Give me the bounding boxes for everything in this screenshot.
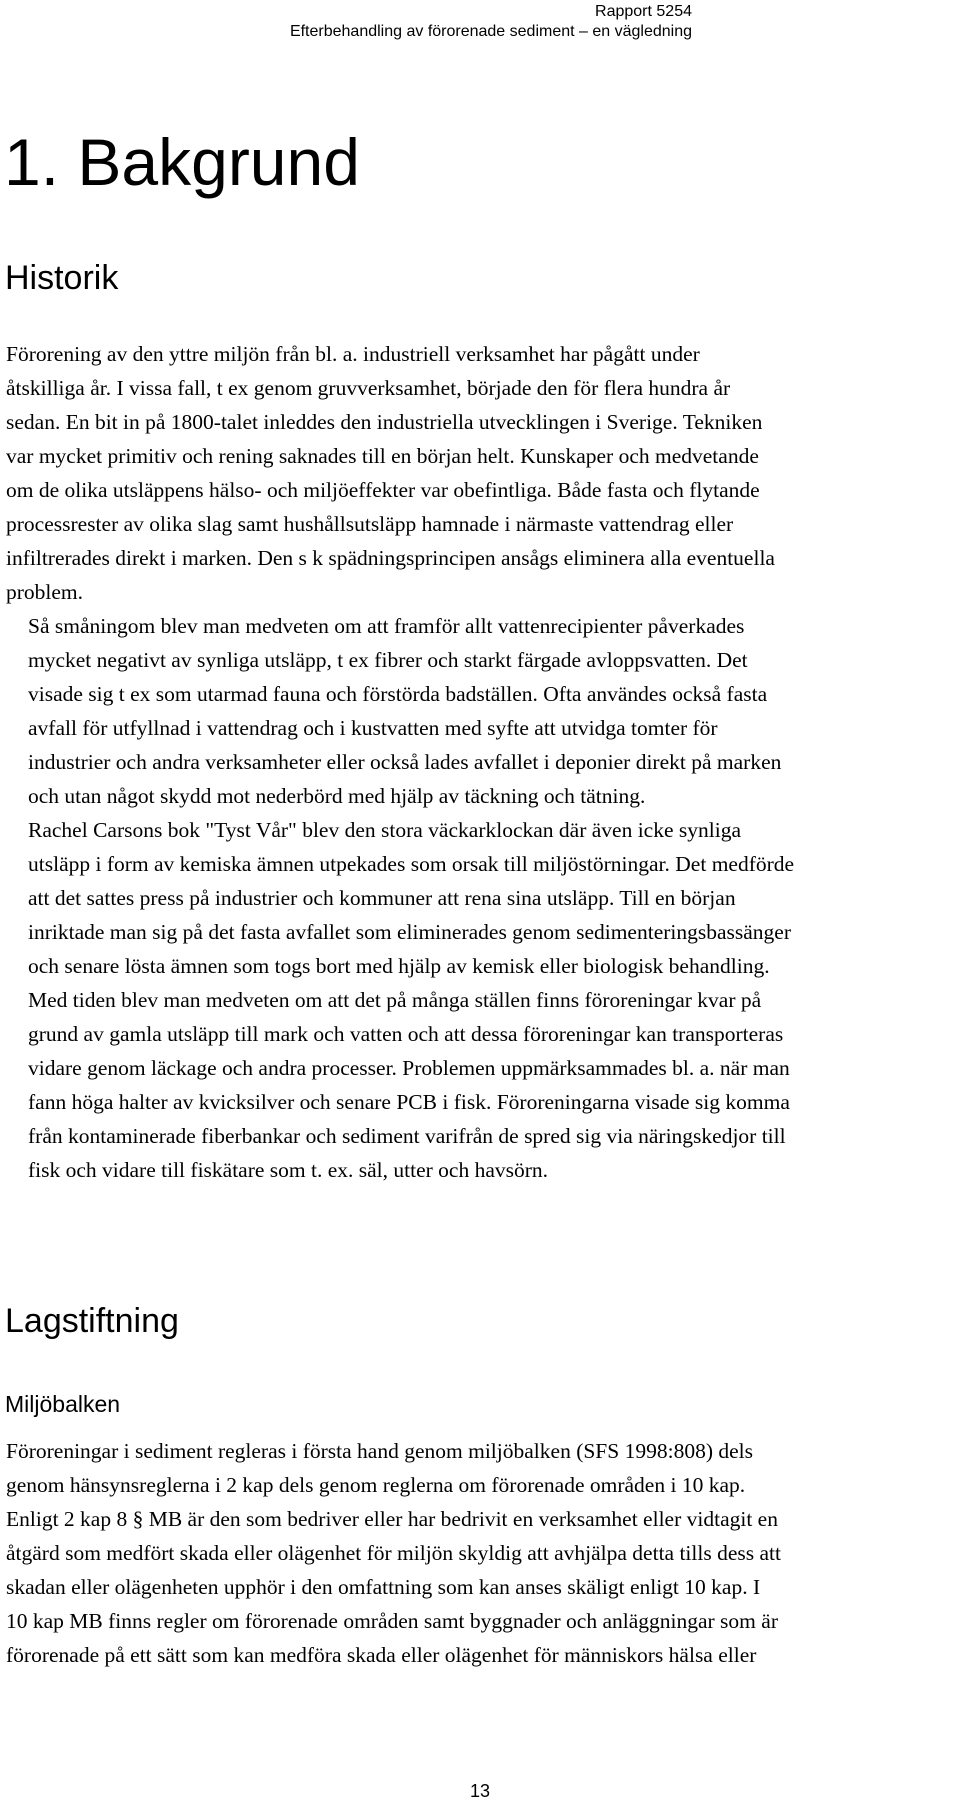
- text-line: problem.: [6, 580, 84, 604]
- text-line: fisk och vidare till fiskätare som t. ex. säl, utter och havsörn.: [28, 1158, 549, 1182]
- paragraph: [6, 337, 946, 609]
- text-line: visade sig t ex som utarmad fauna och förstörda badställen. Ofta användes också fasta: [28, 682, 768, 706]
- text-line: att det sattes press på industrier och kommuner att rena sina utsläpp. Till en början: [28, 886, 736, 910]
- text-line: Rachel Carsons bok "Tyst Vår" blev den stora väckarklockan där även icke synliga: [28, 818, 741, 842]
- text-line: vidare genom läckage och andra processer. Problemen uppmärksammades bl. a. när man: [28, 1056, 790, 1080]
- text-line: var mycket primitiv och rening saknades till en början helt. Kunskaper och medvetande: [6, 444, 759, 468]
- text-line: fann höga halter av kvicksilver och senare PCB i fisk. Föroreningarna visade sig komma: [28, 1090, 790, 1114]
- section-title-lagstiftning: Lagstiftning: [5, 1302, 179, 1340]
- report-subtitle: Efterbehandling av förorenade sediment – en vägledning: [289, 23, 692, 40]
- text-line: Enligt 2 kap 8 § MB är den som bedriver eller har bedrivit en verksamhet eller vidtagit en: [6, 1507, 778, 1531]
- text-line: från kontaminerade fiberbankar och sediment varifrån de spred sig via näringskedjor till: [28, 1124, 786, 1148]
- text-line: Föroreningar i sediment regleras i första hand genom miljöbalken (SFS 1998:808) dels: [6, 1439, 753, 1463]
- historik-body: [6, 337, 946, 1187]
- chapter-title: 1. Bakgrund: [4, 125, 360, 199]
- text-line: mycket negativt av synliga utsläpp, t ex fibrer och starkt färgade avloppsvatten. Det: [28, 648, 748, 672]
- text-line: och senare lösta ämnen som togs bort med hjälp av kemisk eller biologisk behandling.: [28, 954, 770, 978]
- paragraph: [6, 983, 946, 1187]
- text-line: industrier och andra verksamheter eller också lades avfallet i deponier direkt på marken: [28, 750, 782, 774]
- page-number: 13: [469, 1781, 491, 1801]
- text-line: genom hänsynsreglerna i 2 kap dels genom reglerna om förorenade områden i 10 kap.: [6, 1473, 746, 1497]
- lagstiftning-body: [6, 1434, 946, 1672]
- text-line: förorenade på ett sätt som kan medföra skada eller olägenhet för människors hälsa eller: [6, 1643, 757, 1667]
- paragraph: [6, 813, 946, 983]
- section-title-historik: Historik: [5, 259, 119, 297]
- text-line: inriktade man sig på det fasta avfallet som eliminerades genom sedimenteringsbassänger: [28, 920, 792, 944]
- text-line: infiltrerades direkt i marken. Den s k spädningsprincipen ansågs eliminera alla eventuella: [6, 546, 775, 570]
- text-line: skadan eller olägenheten upphör i den omfattning som kan anses skäligt enligt 10 kap. I: [6, 1575, 761, 1599]
- text-line: sedan. En bit in på 1800-talet inleddes den industriella utvecklingen i Sverige. Tekniken: [6, 410, 763, 434]
- page-header: [192, 2, 692, 42]
- text-line: processrester av olika slag samt hushållsutsläpp hamnade i närmaste vattendrag eller: [6, 512, 734, 536]
- text-line: 10 kap MB finns regler om förorenade områden samt byggnader och anläggningar som är: [6, 1609, 778, 1633]
- text-line: Med tiden blev man medveten om att det på många ställen finns föroreningar kvar på: [28, 988, 762, 1012]
- text-line: avfall för utfyllnad i vattendrag och i kustvatten med syfte att utvidga tomter för: [28, 716, 718, 740]
- text-line: åtskilliga år. I vissa fall, t ex genom gruvverksamhet, började den för flera hundra år: [6, 376, 731, 400]
- text-line: om de olika utsläppens hälso- och miljöeffekter var obefintliga. Både fasta och flytande: [6, 478, 760, 502]
- paragraph: [6, 1434, 946, 1672]
- text-line: åtgärd som medfört skada eller olägenhet för miljön skyldig att avhjälpa detta tills dess att: [6, 1541, 781, 1565]
- subsection-title-miljobalken: Miljöbalken: [5, 1391, 121, 1417]
- report-number: Rapport 5254: [595, 3, 692, 20]
- text-line: Förorening av den yttre miljön från bl. a. industriell verksamhet har pågått under: [6, 342, 700, 366]
- text-line: utsläpp i form av kemiska ämnen utpekades som orsak till miljöstörningar. Det medförde: [28, 852, 795, 876]
- text-line: grund av gamla utsläpp till mark och vatten och att dessa föroreningar kan transporteras: [28, 1022, 784, 1046]
- text-line: Så småningom blev man medveten om att framför allt vattenrecipienter påverkades: [28, 614, 745, 638]
- text-line: och utan något skydd mot nederbörd med hjälp av täckning och tätning.: [28, 784, 646, 808]
- paragraph: [6, 609, 946, 813]
